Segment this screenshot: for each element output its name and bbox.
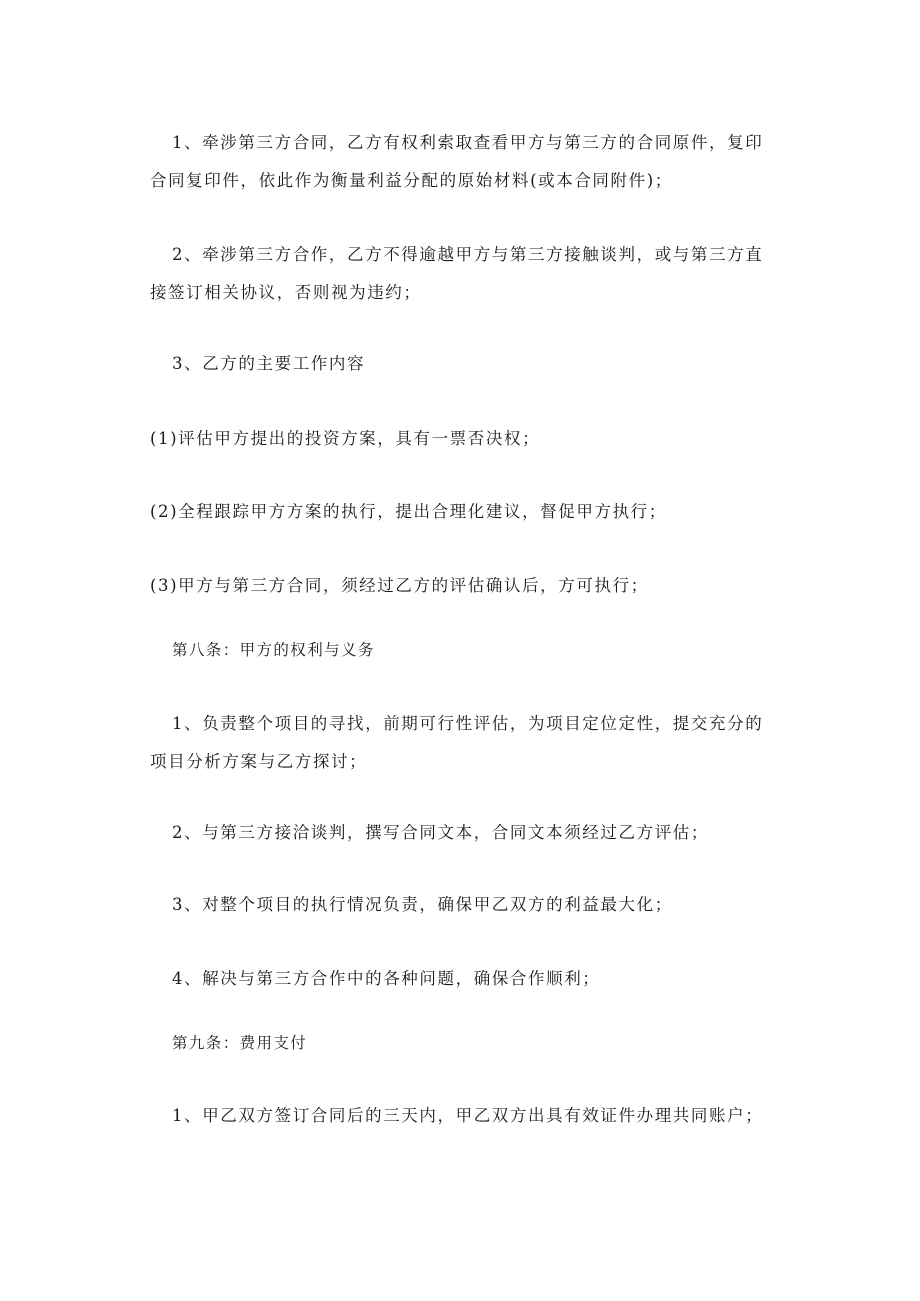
section-heading-article-8: 第八条：甲方的权利与义务	[172, 641, 375, 659]
paragraph-article8-item-3: 3、对整个项目的执行情况负责，确保甲乙双方的利益最大化；	[172, 895, 673, 914]
paragraph-article8-item-4: 4、解决与第三方合作中的各种问题，确保合作顺利；	[172, 969, 601, 988]
paragraph-clause-3: 3、乙方的主要工作内容	[172, 354, 366, 373]
section-heading-article-9: 第九条：费用支付	[172, 1034, 308, 1052]
paragraph-subitem-1: (1)评估甲方提出的投资方案，具有一票否决权；	[150, 429, 541, 448]
paragraph-article8-item-2: 2、与第三方接洽谈判，撰写合同文本，合同文本须经过乙方评估；	[172, 823, 709, 842]
paragraph-article9-item-1: 1、甲乙双方签订合同后的三天内，甲乙双方出具有效证件办理共同账户；	[172, 1106, 764, 1125]
paragraph-clause-2: 2、牵涉第三方合作，乙方不得逾越甲方与第三方接触谈判，或与第三方直接签订相关协议，否则视为违约；	[150, 245, 764, 302]
paragraph-subitem-3: (3)甲方与第三方合同，须经过乙方的评估确认后，方可执行；	[150, 576, 649, 595]
paragraph-article8-item-1: 1、负责整个项目的寻找，前期可行性评估，为项目定位定性，提交充分的项目分析方案与乙方探讨；	[150, 714, 764, 771]
paragraph-clause-1: 1、牵涉第三方合同，乙方有权利索取查看甲方与第三方的合同原件，复印合同复印件，依此作为衡量利益分配的原始材料(或本合同附件)；	[150, 133, 764, 190]
paragraph-subitem-2: (2)全程跟踪甲方方案的执行，提出合理化建议，督促甲方执行；	[150, 502, 667, 521]
